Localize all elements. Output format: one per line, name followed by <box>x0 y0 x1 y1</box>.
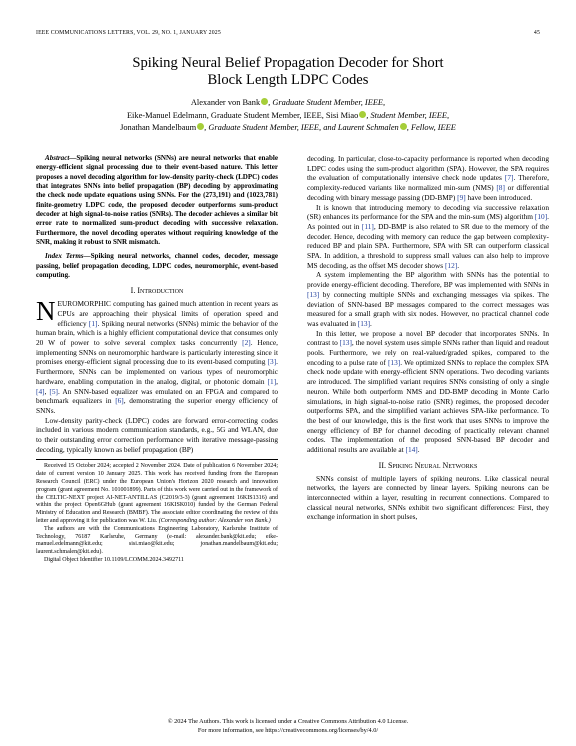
index-terms: Index Terms—Spiking neural networks, channel codes, decoder, message passing, belief propagation decoding, LDPC codes, neuromorphic, event-based computing. <box>36 252 278 280</box>
citation-link[interactable]: [14] <box>405 445 418 455</box>
right-column <box>307 154 549 522</box>
citation-link[interactable]: [12] <box>444 260 458 270</box>
citation-link[interactable]: [5] <box>49 386 58 396</box>
running-header <box>36 30 540 36</box>
license-notice: © 2024 The Authors. This work is licensed under a Creative Commons Attribution 4.0 License. For more information, see https://creativecommons.org/licenses/by/4.0/ <box>0 718 576 735</box>
intro-paragraph-2: Low-density parity-check (LDPC) codes are forward error-correcting codes included in various modern communication standards, e.g., 5G and WLAN, due to their outstanding error correction performance with iterative message-passing decoding, typically known as belief propagation (BP) <box>36 415 278 454</box>
journal-name: IEEE COMMUNICATIONS LETTERS, VOL. 29, NO. 1, JANUARY 2025 <box>36 30 221 36</box>
citation-link[interactable]: [6] <box>115 396 124 406</box>
citation-link[interactable]: [13] <box>339 338 352 348</box>
paper-title: Spiking Neural Belief Propagation Decoder for Short Block Length LDPC Codes <box>132 55 444 88</box>
citation-link[interactable]: [11] <box>361 221 374 231</box>
body-paragraph-1: decoding. In particular, close-to-capacity performance is reported when decoding LDPC codes using the sum-product algorithm (SPA). However, the SPA requires the evaluation of computationally intensive check node updates [7]. Therefore, complexity-reduced variants like normalized min-sum (NMS) [8] or differential decoding with binary message passing (DD-BMP) [9] have been introduced. <box>307 154 549 202</box>
citation-link[interactable]: [8] <box>496 183 505 193</box>
doi: Digital Object Identifier 10.1109/LCOMM.2024.3492711 <box>44 556 184 563</box>
citation-link[interactable]: [9] <box>457 192 466 202</box>
section-heading-introduction: I. Introduction <box>130 286 184 296</box>
citation-link[interactable]: [2] <box>242 337 251 347</box>
body-paragraph-2: It is known that introducing memory to decoding via successive relaxation (SR) enhances its performance for the SPA and the min-sum (MS) algorithm [10]. As pointed out in [11], DD-BMP is also related to SR due to the memory of the decoder. Hence, decoding with memory can reduce the gap between complexity-reduced BP and plain SPA. Furthermore, SPA with SR can outperform classical SPA. In addition, a threshold to suppress small values can also help to improve MS decoding, as the offset MS decoder shows [12]. <box>307 202 549 270</box>
abstract: Abstract—Spiking neural networks (SNNs) are neural networks that enable energy-efficient signal processing due to their event-based nature. This letter proposes a novel decoding algorithm for low-density parity-check (LDPC) codes that integrates SNNs into belief propagation (BP) decoding by approximating the check node update equations using SNNs. For the (273,191) and (1023,781) finite-geometry LDPC code, the proposed decoder outperforms sum-product decoder at high signal-to-noise ratios (SNRs). The decoder achieves a similar bit error rate to normalized sum-product decoding with successive relaxation. Furthermore, the novel decoding operates without requiring knowledge of the SNR, making it robust to SNR mismatch. <box>36 154 278 247</box>
author-line-3: Jonathan Mandelbaum , Graduate Student Member, IEEE, and Laurent Schmalen , Fellow, IEEE <box>120 123 456 132</box>
citation-link[interactable]: [13] <box>357 318 371 328</box>
intro-paragraph-1: NEUROMORPHIC computing has gained much attention in recent years as CPUs are approaching their physical limits of operation speed and efficiency [1]. Spiking neural networks (SNNs) mimic the behavior of the human brain, which is a highly efficient computational device that consumes only 20 W of power to solve several complex tasks concurrently [2]. Hence, implementing SNNs on neuromorphic hardware is particularly interesting since it promises energy-efficient signal processing due to its event-based computing [3]. Furthermore, SNNs can be implemented on various types of neuromorphic hardware, enabling computation in the analog, digital, or photonic domain [1], [4], [5]. An SNN-based equalizer was emulated on an FPGA and compared to benchmark equalizers in [6], demonstrating the superior energy efficiency of SNNs. <box>36 296 279 415</box>
body-paragraph-3: A system implementing the BP algorithm with SNNs has the potential to provide energy-efficient decoding. Therefore, BP was implemented with SNNs in [13] by connecting multiple SNNs and exchanging messages via spikes. The deviation of SNN-based BP messages compared to the correct messages was measured for a small graph with six nodes. However, no practical channel code was evaluated in [13]. <box>307 270 549 328</box>
citation-link[interactable]: [3] <box>267 357 277 367</box>
citation-link[interactable]: [13] <box>307 289 320 299</box>
footnote: Received 15 October 2024; accepted 2 November 2024. Date of publication 6 November 2024; date of current version 10 January 2025. This work has received funding from the European Research Council (ERC) under the European Union's Horizon 2020 research and innovation program (grant agreement No. 101001899). Parts of this work were carried out in the framework of the CELTIC-NEXT project AI-NET-ANTILLAS (C2019/3-3) (grant agreement 16KIS1316) and within the project Open6GHub (grant agreement 16KISK010) funded by the German Federal Ministry of Education and Research (BMBF). The associate editor coordinating the review of this letter and approving it for publication was W. Liu. (Corresponding author: Alexander von Bank.) The authors are with the Communications Engineering Laboratory, Karlsruhe Institute of Technology, 76187 Karlsruhe, Germany (e-mail: alexander.bank@kit.edu; eike-manuel.edelmann@kit.edu; sisi.miao@kit.edu; jonathan.mandelbaum@kit.edu; laurent.schmalen@kit.edu). Digital Object Identifier 10.1109/LCOMM.2024.3492711 <box>36 459 278 564</box>
citation-link[interactable]: [1] <box>88 318 98 328</box>
author-line-2: Eike-Manuel Edelmann, Graduate Student Member, IEEE, Sisi Miao , Student Member, IEEE, <box>126 110 450 120</box>
author-line-1: Alexander von Bank , Graduate Student Member, IEEE, <box>190 98 386 107</box>
body-paragraph-4: In this letter, we propose a novel BP decoder that incorporates SNNs. In contrast to [13], the novel system uses simple SNNs rather than liquid and readout pools. Furthermore, we rely on real-valued/graded spikes, compared to the encoding to a pulse rate of [13]. We optimized SNNs to replace the complex SPA check node update with energy-efficient SNN operations. Two decoding variants are introduced. The simplified variant requires SNNs consisting of only a single neuron. While both outperform NMS and DD-BMP decoding in Monte Carlo simulations, in high signal-to-noise ratio (SNR) regimes, the proposed decoder outperforms SPA, and the simplified variant achieves SPA-like performance. To the best of our knowledge, this is the first work that uses SNNs to improve the energy efficiency of BP for channel decoding of practically relevant channel codes. The implementation of the proposed SNN-based BP decoder and additional results are available at [14]. <box>307 328 550 455</box>
citation-link[interactable]: [13] <box>387 357 401 367</box>
orcid-icon[interactable] <box>400 123 407 130</box>
page-number: 45 <box>533 30 540 36</box>
section-heading-snn: II. Spiking Neural Networks <box>378 460 478 470</box>
drop-cap: N <box>36 296 56 327</box>
citation-link[interactable]: [7] <box>504 173 514 183</box>
license-link[interactable]: For more information, see https://creativecommons.org/licenses/by/4.0/ <box>197 726 379 734</box>
left-column <box>36 154 278 565</box>
author-list <box>0 97 576 135</box>
citation-link[interactable]: [1] <box>267 376 277 386</box>
citation-link[interactable]: [10] <box>534 212 548 222</box>
body-paragraph-5: SNNs consist of multiple layers of spiking neurons. Like classical neural networks, the layers are connected by linear layers. Spiking neurons can be interconnected within a layer, resulting in recurrent connections. Compared to classical neural networks, SNNs exhibit two significant differences: First, they exchange information in short pulses, <box>307 473 549 522</box>
citation-link[interactable]: [4] <box>36 386 45 396</box>
